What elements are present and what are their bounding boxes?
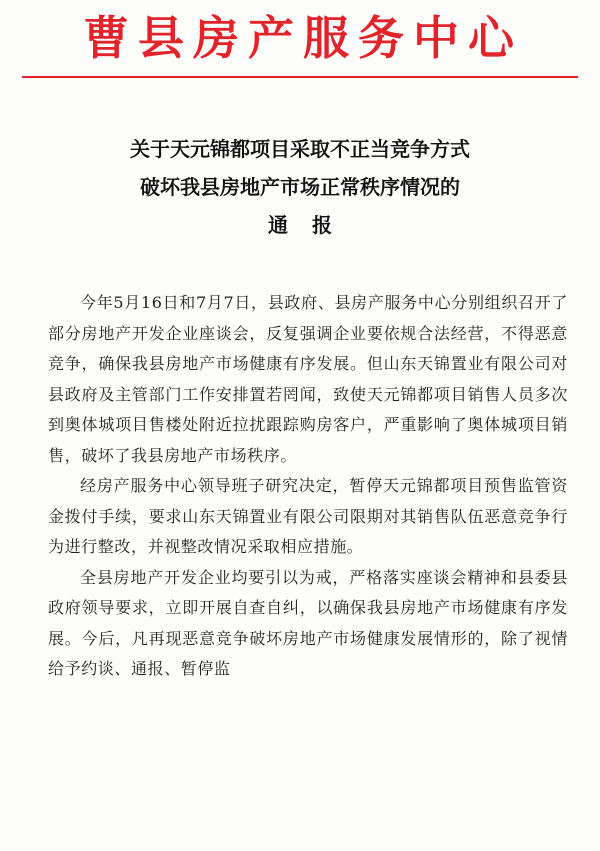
document-title: [0, 130, 600, 244]
letterhead: [0, 6, 600, 76]
letterhead-red-rule: [22, 76, 578, 78]
title-line-3: 通报: [268, 213, 356, 237]
document-body: [48, 288, 568, 685]
body-paragraph-2: 经房产服务中心领导班子研究决定，暂停天元锦都项目预售监管资金拨付手续，要求山东天锦置业有限公司限期对其销售队伍恶意竞争行为进行整改，并视整改情况采取相应措施。: [48, 476, 568, 556]
title-line-1: 关于天元锦都项目采取不正当竞争方式: [130, 137, 470, 161]
body-paragraph-3: 全县房地产开发企业均要引以为戒，严格落实座谈会精神和县委县政府领导要求，立即开展自查自纠，以确保我县房地产市场健康有序发展。今后，凡再现恶意竞争破坏房地产市场健康发展情形的，除了视情给予约谈、通报、暂停监: [48, 567, 568, 678]
title-line-2: 破坏我县房地产市场正常秩序情况的: [140, 175, 460, 199]
letterhead-org-name: 曹县房产服务中心: [83, 11, 523, 65]
body-paragraph-1: 今年5月16日和7月7日，县政府、县房产服务中心分别组织召开了部分房地产开发企业座谈会，反复强调企业要依规合法经营，不得恶意竞争，确保我县房地产市场健康有序发展。但山东天锦置业有限公司对县政府及主管部门工作安排置若罔闻，致使天元锦都项目销售人员多次到奥体城项目售楼处附近拉扰跟踪购房客户，严重影响了奥体城项目销售，破坏了我县房地产市场秩序。: [48, 293, 568, 465]
